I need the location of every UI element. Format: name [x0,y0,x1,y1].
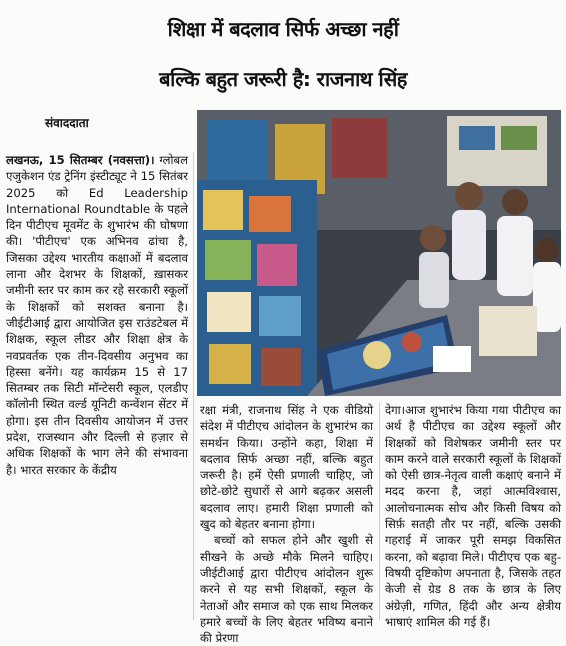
headline-line-2: बल्कि बहुत जरूरी है: राजनाथ सिंह [159,67,407,91]
column-divider [379,402,380,620]
column-divider [193,152,194,620]
event-photo [197,110,561,396]
column-2-paragraph-2: बच्चों को सफल होने और खुशी से सीखने के अच्छे मौके मिलने चाहिए। जीईटीआई द्वारा पीटीएच आंदोलन शुरू करने से यह सभी शिक्षकों, स्कूल के नेताओं और समाज को एक साथ मिलकर हमारे बच्चों के लिए बेहतर भविष्य बनाने की प्रेरणा [200,533,373,646]
column-1-text: ग्लोबल एजुकेशन एंड ट्रेनिंग इंस्टीट्यूट ने 15 सितंबर 2025 को Ed Leadership International Roundtable के पहले दिन पीटीएच मूवमेंट के शुभारंभ की घोषणा की। 'पीटीएच' एक अभिनव ढांचा है, जिसका उद्देश्य भारतीय कक्षाओं में बदलाव लाना और देशभर के शिक्षकों, ख़ासकर जमीनी स्तर पर काम कर रहे सरकारी स्कूलों के शिक्षकों को सशक्त बनाना है। जीईटीआई द्वारा आयोजित इस राउंडटेबल में शिक्षक, स्कूल लीडर और शिक्षा क्षेत्र के नवप्रवर्तक एक तीन-दिवसीय अनुभव का हिस्सा बनेंगे। यह कार्यक्रम 15 से 17 सितम्बर तक सिटी मॉन्टेसरी स्कूल, एलडीए कॉलोनी स्थित वर्ल्ड यूनिटी कन्वेंशन सेंटर में होगा। इस तीन दिवसीय आयोजन में उत्तर प्रदेश, राजस्थान और दिल्ली से हज़ार से अधिक शिक्षकों के भाग लेने की संभावना है। भारत सरकार के केंद्रीय [6,153,188,477]
article-column-3 [385,402,561,629]
headline-line-1: शिक्षा में बदलाव सिर्फ अच्छा नहीं [167,17,399,41]
article-column-1 [6,152,188,620]
column-3-text: देगा।आज शुभारंभ किया गया पीटीएच का अर्थ है पीटीएच का उद्देश्य स्कूलों और शिक्षकों को विशेषकर जमीनी स्तर पर काम करने वाले सरकारी स्कूलों के शिक्षकों को ऐसी छात्र-नेतृत्व वाली कक्षाएं बनाने में मदद करना है, जहां आत्मविश्वास, आलोचनात्मक सोच और किसी विषय को सिर्फ़ सतही तौर पर नहीं, बल्कि उसकी गहराई में जाकर पूरी समझ विकसित करना, को बढ़ावा मिले। पीटीएच एक बहु-विषयी दृष्टिकोण अपनाता है, जिसके तहत केजी से ग्रेड 8 तक के छात्र के लिए अंग्रेज़ी, गणित, हिंदी और अन्य क्षेत्रीय भाषाएं शामिल की गई हैं। [385,403,561,629]
column-2-paragraph-1: रक्षा मंत्री, राजनाथ सिंह ने एक वीडियो संदेश में पीटीएच आंदोलन के शुभारंभ का समर्थन किया। उन्होंने कहा, शिक्षा में बदलाव सिर्फ अच्छा नहीं, बल्कि बहुत जरूरी है। हमें ऐसी प्रणाली चाहिए, जो छोटे-छोटे सुधारों से आगे बढ़कर असली बदलाव लाए। हमारी शिक्षा प्रणाली को खुद को बेहतर बनाना होगा। [200,403,373,532]
exhibition-photo-illustration [197,110,561,396]
dateline: लखनऊ, 15 सितम्बर (नवसत्ता)। [6,153,155,167]
article-column-2 [200,402,373,646]
byline: संवाददाता [45,116,89,130]
